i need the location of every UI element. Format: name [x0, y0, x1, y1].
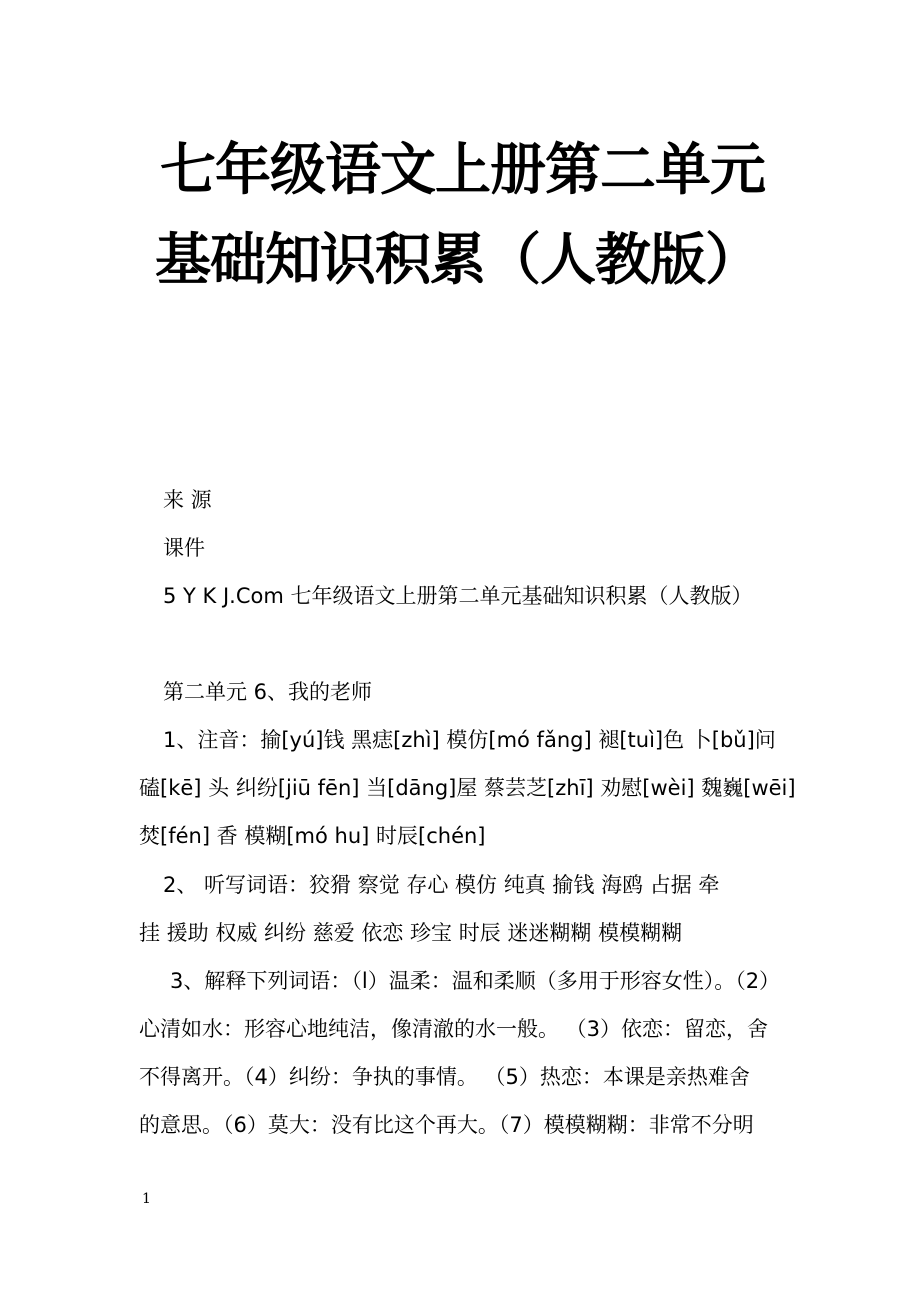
site-line: 5 Y K J.Com 七年级语文上册第二单元基础知识积累（人教版） [163, 584, 753, 608]
page-number: 1 [142, 1191, 151, 1207]
document-title-line-1: 七年级语文上册第二单元 [160, 138, 765, 203]
section1-line-3: 焚[fén] 香 模糊[mó hu] 时辰[chén] [139, 824, 486, 848]
document-title-line-2: 基础知识积累（人教版） [155, 228, 760, 293]
source-label: 来 源 [163, 488, 212, 512]
section2-line-2: 挂 援助 权威 纠纷 慈爱 依恋 珍宝 时辰 迷迷糊糊 模模糊糊 [139, 921, 683, 945]
section3-line-2: 心清如水：形容心地纯洁，像清澈的水一般。 （3）依恋：留恋，舍 [139, 1017, 769, 1041]
section3-line-3: 不得离开。（4）纠纷：争执的事情。 （5）热恋：本课是亲热难舍 [139, 1065, 750, 1089]
category-label: 课件 [163, 536, 205, 560]
section3-line-1: 3、解释下列词语：（l）温柔：温和柔顺（多用于形容女性）。（2） [170, 969, 781, 993]
section1-line-2: 磕[kē] 头 纠纷[jiū fēn] 当[dāng]屋 蔡芸芝[zhī] 劝慰[wèi] 魏巍[wēi] [139, 776, 796, 800]
section3-line-4: 的意思。（6）莫大：没有比这个再大。（7）模模糊糊：非常不分明 [139, 1113, 754, 1137]
section1-line-1: 1、注音：揄[yú]钱 黑痣[zhì] 模仿[mó fǎng] 褪[tuì]色 卜[bǔ]问 [163, 728, 776, 752]
section2-line-1: 2、 听写词语：狡猾 察觉 存心 模仿 纯真 揄钱 海鸥 占据 牵 [163, 873, 720, 897]
unit-heading: 第二单元 6、我的老师 [163, 680, 373, 704]
